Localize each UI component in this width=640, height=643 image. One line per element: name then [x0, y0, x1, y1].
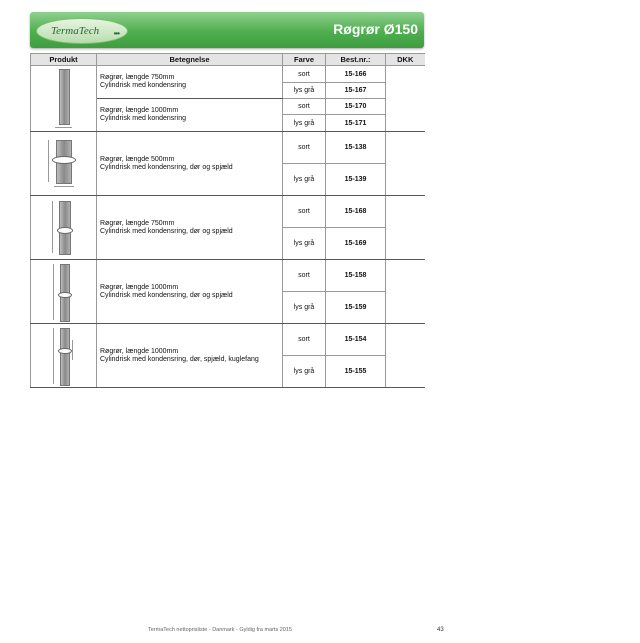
product-description — [97, 66, 283, 99]
color-cell: sort — [283, 324, 326, 356]
description-line2: Cylindrisk med kondensring, dør og spjæld — [100, 227, 233, 235]
table-row — [31, 196, 425, 228]
item-number: 15-170 — [326, 99, 386, 115]
col-header-farve: Farve — [283, 54, 326, 66]
page-title: Røgrør Ø150 — [333, 21, 418, 37]
page-header — [30, 12, 424, 48]
item-number: 15-158 — [326, 260, 386, 292]
logo-dots-icon: ••• — [113, 29, 119, 38]
description-line1: Røgrør, længde 1000mm — [100, 283, 179, 291]
table-row — [31, 324, 425, 356]
product-image-cell — [31, 324, 97, 388]
color-cell: sort — [283, 196, 326, 228]
color-cell: lys grå — [283, 228, 326, 260]
product-image-cell — [31, 260, 97, 324]
color-cell: lys grå — [283, 115, 326, 132]
color-cell: sort — [283, 260, 326, 292]
description-line1: Røgrør, længde 1000mm — [100, 107, 179, 114]
pipe-with-door-icon — [44, 199, 84, 257]
product-description — [97, 260, 283, 324]
color-cell: lys grå — [283, 164, 326, 196]
color-cell: sort — [283, 66, 326, 83]
termatech-logo — [36, 18, 128, 44]
col-header-betegnelse: Betegnelse — [97, 54, 283, 66]
price-cell — [386, 66, 425, 132]
product-image-cell — [31, 66, 97, 132]
straight-pipe-icon — [49, 67, 79, 131]
col-header-dkk: DKK — [386, 54, 425, 66]
description-line1: Røgrør, længde 750mm — [100, 74, 175, 81]
col-header-bestnr: Best.nr.: — [326, 54, 386, 66]
price-cell — [386, 132, 425, 196]
pipe-with-door-icon — [44, 262, 84, 322]
product-image-cell — [31, 196, 97, 260]
item-number: 15-154 — [326, 324, 386, 356]
description-line2: Cylindrisk med kondensring, dør og spjæld — [100, 291, 233, 299]
item-number: 15-139 — [326, 164, 386, 196]
color-cell: sort — [283, 99, 326, 115]
footer-text: TermaTech nettoprisliste - Danmark - Gyldig fra marts 2015 — [148, 627, 292, 633]
description-line2: Cylindrisk med kondensring — [100, 82, 186, 89]
item-number: 15-169 — [326, 228, 386, 260]
item-number: 15-159 — [326, 292, 386, 324]
color-cell: lys grå — [283, 356, 326, 388]
price-cell — [386, 324, 425, 388]
color-cell: lys grå — [283, 83, 326, 99]
item-number: 15-168 — [326, 196, 386, 228]
description-line1: Røgrør, længde 500mm — [100, 155, 175, 163]
table-row — [31, 66, 425, 83]
pipe-with-door-icon — [44, 326, 84, 386]
page-number: 43 — [437, 627, 444, 633]
item-number: 15-138 — [326, 132, 386, 164]
description-line2: Cylindrisk med kondensring, dør og spjæld — [100, 163, 233, 171]
color-cell: sort — [283, 132, 326, 164]
color-cell: lys grå — [283, 292, 326, 324]
product-description — [97, 196, 283, 260]
description-line1: Røgrør, længde 750mm — [100, 219, 175, 227]
pipe-with-door-icon — [44, 136, 84, 192]
price-cell — [386, 260, 425, 324]
product-image-cell — [31, 132, 97, 196]
item-number: 15-166 — [326, 66, 386, 83]
table-row — [31, 260, 425, 292]
description-line2: Cylindrisk med kondensring — [100, 115, 186, 122]
price-cell — [386, 196, 425, 260]
product-description — [97, 324, 283, 388]
product-description — [97, 99, 283, 132]
table-header-row — [31, 54, 425, 66]
description-line2: Cylindrisk med kondensring, dør, spjæld, kuglefang — [100, 355, 259, 363]
table-row — [31, 132, 425, 164]
item-number: 15-155 — [326, 356, 386, 388]
description-line1: Røgrør, længde 1000mm — [100, 347, 179, 355]
logo-text: TermaTech — [51, 25, 100, 37]
item-number: 15-167 — [326, 83, 386, 99]
product-table — [30, 53, 425, 388]
item-number: 15-171 — [326, 115, 386, 132]
product-description — [97, 132, 283, 196]
col-header-produkt: Produkt — [31, 54, 97, 66]
